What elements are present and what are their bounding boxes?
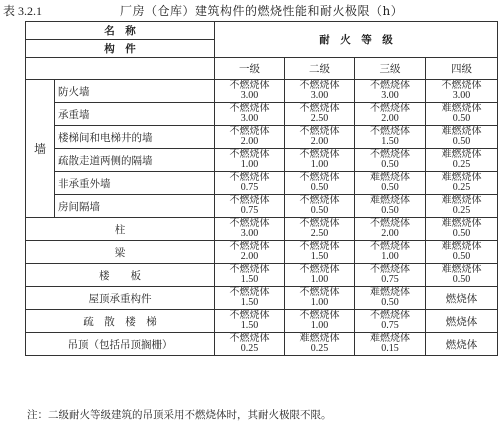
value-cell [355, 80, 426, 103]
combustibility: 不燃烧体 [229, 264, 270, 275]
fire-limit-hours: 0.75 [240, 205, 259, 216]
value-cell [285, 103, 355, 126]
component-name: 梁 [26, 241, 215, 264]
component-name: 屋顶承重构件 [26, 287, 215, 310]
combustibility: 不燃烧体 [370, 149, 410, 160]
fire-limit-hours: 3.00 [310, 90, 329, 101]
fire-limit-hours: 0.75 [381, 274, 399, 285]
fire-limit-hours: 2.00 [310, 136, 329, 147]
value-cell [426, 149, 498, 172]
table-row [26, 126, 498, 149]
table-row [26, 149, 498, 172]
value-cell [285, 333, 355, 356]
combustibility: 不燃烧体 [229, 103, 270, 114]
grade-2: 二级 [285, 58, 355, 80]
value-cell [285, 264, 355, 287]
component-name: 疏 散 楼 梯 [26, 310, 215, 333]
table-row [26, 218, 498, 241]
combustibility: 不燃烧体 [229, 218, 270, 229]
fire-limit-hours: 2.00 [381, 113, 399, 124]
value-cell [355, 241, 426, 264]
combustibility: 不燃烧体 [229, 195, 270, 206]
value-cell [215, 172, 285, 195]
combustibility: 难燃烧体 [441, 103, 482, 114]
combustibility: 不燃烧体 [370, 80, 410, 91]
fire-limit-hours: 1.50 [240, 274, 259, 285]
fire-limit-hours: 1.50 [310, 251, 329, 262]
value-cell [355, 126, 426, 149]
component-name: 房间隔墙 [55, 195, 215, 218]
fire-limit-hours: 0.75 [381, 320, 399, 331]
value-cell [426, 172, 498, 195]
fire-limit-hours: 3.00 [240, 113, 259, 124]
value-cell [355, 172, 426, 195]
table-row [26, 333, 498, 356]
value-cell [355, 333, 426, 356]
component-name: 防火墙 [55, 80, 215, 103]
value-cell [355, 149, 426, 172]
fire-limit-hours: 0.25 [452, 182, 471, 193]
fire-limit-hours: 0.50 [310, 205, 329, 216]
table-number: 表 3.2.1 [3, 4, 43, 18]
combustibility: 不燃烧体 [229, 149, 270, 160]
value-cell [215, 333, 285, 356]
fire-limit-hours: 2.50 [310, 113, 329, 124]
component-name: 吊顶（包括吊顶搁栅） [26, 333, 215, 356]
combustibility: 不燃烧体 [299, 195, 340, 206]
value-cell [215, 241, 285, 264]
combustibility: 不燃烧体 [229, 126, 270, 137]
header-component: 构 件 [26, 40, 215, 58]
fire-limit-hours: 0.50 [381, 297, 399, 308]
grade-3: 三级 [355, 58, 426, 80]
value-cell [426, 80, 498, 103]
value-cell [355, 103, 426, 126]
combustibility: 不燃烧体 [299, 241, 340, 252]
value-cell [355, 264, 426, 287]
component-name: 疏散走道两侧的隔墙 [55, 149, 215, 172]
component-name: 非承重外墙 [55, 172, 215, 195]
fire-limit-hours: 0.25 [452, 205, 471, 216]
value-cell [426, 241, 498, 264]
fire-limit-hours: 0.50 [452, 136, 471, 147]
value-cell [285, 218, 355, 241]
combustibility: 不燃烧体 [299, 287, 340, 298]
fire-limit-hours: 0.50 [310, 182, 329, 193]
combustibility: 不燃烧体 [299, 218, 340, 229]
header-blank [26, 58, 215, 80]
value-cell [215, 149, 285, 172]
value-cell [285, 149, 355, 172]
value-cell [355, 310, 426, 333]
combustibility: 不燃烧体 [229, 241, 270, 252]
fire-limit-hours: 0.50 [452, 228, 471, 239]
combustibility: 不燃烧体 [370, 310, 410, 321]
component-name: 承重墙 [55, 103, 215, 126]
value-cell [215, 126, 285, 149]
table-row [26, 310, 498, 333]
table-row [26, 80, 498, 103]
value-cell [215, 287, 285, 310]
header-name: 名 称 [26, 22, 215, 40]
value-cell [285, 195, 355, 218]
combustibility: 难燃烧体 [370, 333, 410, 344]
table-title: 厂房（仓库）建筑构件的燃烧性能和耐火极限（h） [120, 4, 404, 18]
value-cell [426, 264, 498, 287]
value-cell [426, 218, 498, 241]
fire-limit-hours: 3.00 [240, 90, 259, 101]
table-row [26, 241, 498, 264]
component-name: 楼 板 [26, 264, 215, 287]
fire-limit-hours: 1.00 [381, 251, 399, 262]
combustibility: 不燃烧体 [441, 80, 482, 91]
combustibility: 难燃烧体 [370, 287, 410, 298]
component-name: 楼梯间和电梯井的墙 [55, 126, 215, 149]
value-cell [355, 287, 426, 310]
fire-limit-hours: 3.00 [452, 90, 471, 101]
combustibility: 难燃烧体 [441, 195, 482, 206]
combustibility: 不燃烧体 [229, 333, 270, 344]
value-cell [215, 195, 285, 218]
combustibility: 不燃烧体 [370, 218, 410, 229]
fire-limit-hours: 2.00 [240, 136, 259, 147]
combustibility: 不燃烧体 [229, 310, 270, 321]
fire-limit-hours: 0.50 [381, 182, 399, 193]
fire-limit-hours: 1.00 [240, 159, 259, 170]
fire-limit-hours: 0.25 [310, 343, 329, 354]
fire-resistance-table [25, 21, 498, 356]
fire-limit-hours: 1.00 [310, 159, 329, 170]
value-cell [355, 195, 426, 218]
value-cell [285, 287, 355, 310]
value-cell [285, 241, 355, 264]
combustibility: 难燃烧体 [441, 149, 482, 160]
fire-limit-hours: 2.50 [310, 228, 329, 239]
combustibility: 不燃烧体 [299, 172, 340, 183]
value-cell: 燃烧体 [426, 287, 498, 310]
table-row [26, 287, 498, 310]
combustibility: 不燃烧体 [299, 264, 340, 275]
combustibility: 不燃烧体 [299, 149, 340, 160]
fire-limit-hours: 0.75 [240, 182, 259, 193]
value-cell [215, 264, 285, 287]
grade-1: 一级 [215, 58, 285, 80]
table-note: 注：二级耐火等级建筑的吊顶采用不燃烧体时，其耐火极限不限。 [27, 409, 332, 421]
table-row [26, 103, 498, 126]
combustibility: 难燃烧体 [441, 218, 482, 229]
fire-limit-hours: 1.00 [310, 297, 329, 308]
value-cell [426, 126, 498, 149]
header-fire-grade: 耐 火 等 级 [215, 22, 498, 58]
fire-limit-hours: 1.50 [240, 320, 259, 331]
combustibility: 难燃烧体 [441, 241, 482, 252]
table-row [26, 172, 498, 195]
fire-limit-hours: 3.00 [240, 228, 259, 239]
combustibility: 不燃烧体 [370, 103, 410, 114]
fire-limit-hours: 2.00 [240, 251, 259, 262]
fire-limit-hours: 0.50 [452, 274, 471, 285]
combustibility: 难燃烧体 [441, 172, 482, 183]
fire-limit-hours: 0.50 [381, 205, 399, 216]
combustibility: 不燃烧体 [370, 241, 410, 252]
combustibility: 不燃烧体 [299, 103, 340, 114]
value-cell: 燃烧体 [426, 333, 498, 356]
combustibility: 难燃烧体 [370, 172, 410, 183]
combustibility: 不燃烧体 [229, 80, 270, 91]
fire-limit-hours: 2.00 [381, 228, 399, 239]
table-row [26, 264, 498, 287]
combustibility: 不燃烧体 [229, 172, 270, 183]
fire-limit-hours: 0.15 [381, 343, 399, 354]
fire-limit-hours: 1.50 [240, 297, 259, 308]
combustibility: 不燃烧体 [299, 310, 340, 321]
combustibility: 难燃烧体 [370, 195, 410, 206]
wall-group-label: 墙 [26, 80, 55, 218]
combustibility: 不燃烧体 [370, 126, 410, 137]
fire-limit-hours: 3.00 [381, 90, 399, 101]
combustibility: 不燃烧体 [299, 80, 340, 91]
fire-limit-hours: 1.00 [310, 274, 329, 285]
value-cell [215, 218, 285, 241]
table-caption [0, 2, 500, 20]
value-cell [285, 80, 355, 103]
combustibility: 不燃烧体 [370, 264, 410, 275]
value-cell [355, 218, 426, 241]
value-cell [215, 103, 285, 126]
combustibility: 难燃烧体 [299, 333, 340, 344]
value-cell [285, 126, 355, 149]
fire-limit-hours: 0.50 [381, 159, 399, 170]
grade-4: 四级 [426, 58, 498, 80]
value-cell: 燃烧体 [426, 310, 498, 333]
fire-limit-hours: 0.25 [240, 343, 259, 354]
combustibility: 难燃烧体 [441, 126, 482, 137]
value-cell [215, 310, 285, 333]
value-cell [285, 172, 355, 195]
component-name: 柱 [26, 218, 215, 241]
fire-limit-hours: 1.00 [310, 320, 329, 331]
fire-limit-hours: 0.25 [452, 159, 471, 170]
combustibility: 不燃烧体 [299, 126, 340, 137]
fire-limit-hours: 1.50 [381, 136, 399, 147]
value-cell [426, 195, 498, 218]
value-cell [285, 310, 355, 333]
table-row [26, 195, 498, 218]
combustibility: 不燃烧体 [229, 287, 270, 298]
combustibility: 难燃烧体 [441, 264, 482, 275]
fire-limit-hours: 0.50 [452, 251, 471, 262]
value-cell [215, 80, 285, 103]
value-cell [426, 103, 498, 126]
fire-limit-hours: 0.50 [452, 113, 471, 124]
